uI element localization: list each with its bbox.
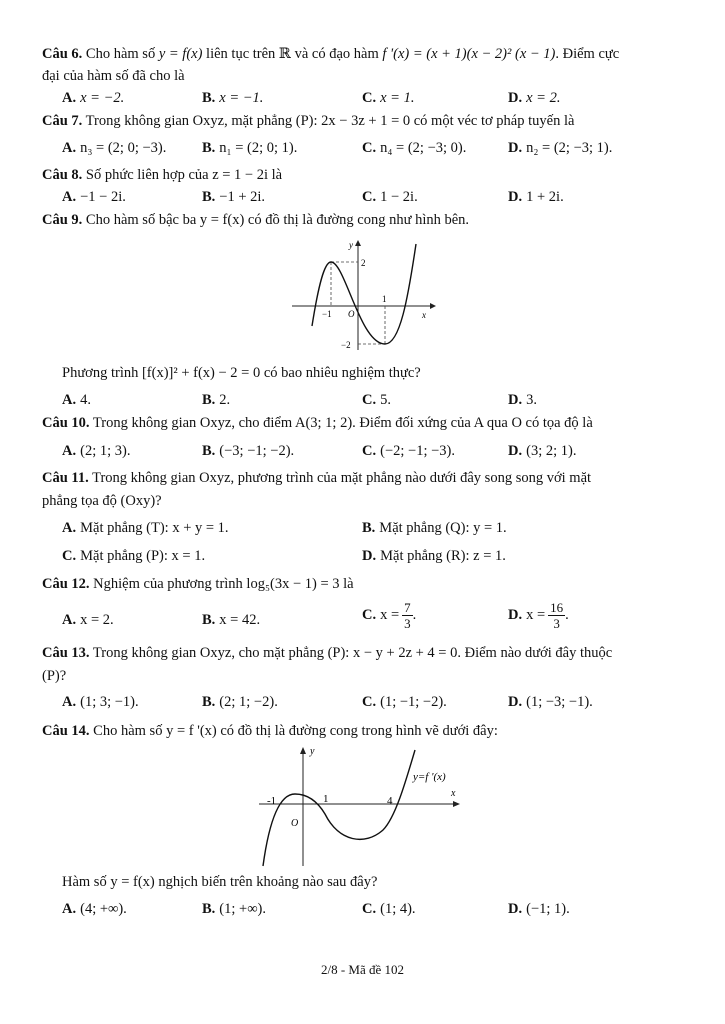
q12-label: Câu 12. [42,576,90,592]
q13-option-a[interactable]: A. (1; 3; −1). [62,694,139,710]
q7-label: Câu 7. [42,113,83,129]
q12-d-fraction: $\frac{16}{3}$ [550,600,564,631]
q11-option-d[interactable]: D. Mặt phẳng (R): z = 1. [362,548,506,564]
q6-option-b[interactable]: B. x = −1. [202,90,264,106]
q6-label: Câu 6. [42,46,83,62]
q9-y-label: y [349,240,353,250]
q6-stem: Câu 6. Cho hàm số y = f(x) liên tục trên ℝ và có đạo hàm f '(x) = (x + 1)(x − 2)² (x − 1). Điểm cực [42,46,620,62]
q11-label: Câu 11. [42,470,89,486]
q10-stem: Câu 10. Trong không gian Oxyz, cho điểm A(3; 1; 2). Điểm đối xứng của A qua O có tọa độ là [42,415,593,431]
q7-option-d[interactable]: D. n₂ = (2; −3; 1). [508,140,613,156]
q12-option-a[interactable]: A. x = 2. [62,612,114,628]
q8-option-a[interactable]: A. −1 − 2i. [62,189,126,205]
q9-option-b[interactable]: B. 2. [202,392,231,408]
q12-option-c[interactable]: C. x = $\frac{7}{3}$ . [362,600,417,631]
q9-option-a[interactable]: A. 4. [62,392,91,408]
q9-stem: Câu 9. Cho hàm số bậc ba y = f(x) có đồ thị là đường cong như hình bên. [42,212,470,228]
q9-tick-y-neg: −2 [341,340,351,350]
q11-option-c[interactable]: C. Mặt phẳng (P): x = 1. [62,548,206,564]
q9-graph [290,238,440,356]
q9-tick-x-neg: −1 [322,309,332,319]
q7-stem: Câu 7. Trong không gian Oxyz, mặt phẳng (P): 2x − 3z + 1 = 0 có một véc tơ pháp tuyến là [42,113,575,129]
q10-option-a[interactable]: A. (2; 1; 3). [62,443,131,459]
q9-tick-x-pos: 1 [382,294,387,304]
q14-label: Câu 14. [42,723,90,739]
q14-option-b[interactable]: B. (1; +∞). [202,901,266,917]
q10-label: Câu 10. [42,415,90,431]
q14-option-c[interactable]: C. (1; 4). [362,901,416,917]
q7-option-b[interactable]: B. n₁ = (2; 0; 1). [202,140,298,156]
q9-option-d[interactable]: D. 3. [508,392,537,408]
q14-x-arrow-icon [453,801,460,807]
q14-y-arrow-icon [300,747,306,754]
q14-tick-1: 1 [323,793,329,805]
q6-option-a[interactable]: A. x = −2. [62,90,125,106]
q9-x-label: x [422,310,426,320]
q9-y-arrow-icon [355,240,361,246]
q13-stem-line2: (P)? [42,668,67,684]
q7-option-c[interactable]: C. n₄ = (2; −3; 0). [362,140,467,156]
page-footer: 2/8 - Mã đề 102 [320,962,405,977]
q6-stem-line2: đại của hàm số đã cho là [42,68,185,84]
q14-curve-label: y=f '(x) [413,771,446,783]
q12-option-d[interactable]: D. x = $\frac{16}{3}$ . [508,600,569,631]
q12-stem: Câu 12. Nghiệm của phương trình log₅(3x − 1) = 3 là [42,576,354,592]
q10-option-b[interactable]: B. (−3; −1; −2). [202,443,295,459]
q11-stem-line2: phẳng tọa độ (Oxy)? [42,493,162,509]
q8-option-c[interactable]: C. 1 − 2i. [362,189,418,205]
q14-option-d[interactable]: D. (−1; 1). [508,901,570,917]
q11-option-b[interactable]: B. Mặt phẳng (Q): y = 1. [362,520,507,536]
q12-option-b[interactable]: B. x = 42. [202,612,261,628]
q9-tick-y-pos: 2 [361,258,366,268]
q14-sub-question: Hàm số y = f(x) nghịch biến trên khoảng nào sau đây? [62,874,378,890]
q8-option-b[interactable]: B. −1 + 2i. [202,189,266,205]
q7-option-a[interactable]: A. n₃ = (2; 0; −3). [62,140,167,156]
q12-c-fraction: $\frac{7}{3}$ [404,600,411,631]
q13-label: Câu 13. [42,645,90,661]
q14-tick-4: 4 [387,795,393,807]
q6-option-d[interactable]: D. x = 2. [508,90,561,106]
q11-stem: Câu 11. Trong không gian Oxyz, phương trình của mặt phẳng nào dưới đây song song với mặt [42,470,592,486]
q8-stem: Câu 8. Số phức liên hợp của z = 1 − 2i là [42,167,283,183]
q10-option-d[interactable]: D. (3; 2; 1). [508,443,577,459]
q10-option-c[interactable]: C. (−2; −1; −3). [362,443,455,459]
q9-sub-question: Phương trình [f(x)]² + f(x) − 2 = 0 có bao nhiêu nghiệm thực? [62,365,421,381]
q14-graph [255,742,470,868]
q14-tick-neg1: -1 [267,795,277,807]
q13-option-c[interactable]: C. (1; −1; −2). [362,694,447,710]
q9-option-c[interactable]: C. 5. [362,392,391,408]
q9-origin: O [348,309,355,319]
q9-label: Câu 9. [42,212,83,228]
q8-option-d[interactable]: D. 1 + 2i. [508,189,564,205]
q6-option-c[interactable]: C. x = 1. [362,90,415,106]
q14-curve [263,750,415,866]
q8-label: Câu 8. [42,167,83,183]
q13-stem: Câu 13. Trong không gian Oxyz, cho mặt phẳng (P): x − y + 2z + 4 = 0. Điểm nào dưới đây thuộc [42,645,613,661]
q14-stem: Câu 14. Cho hàm số y = f '(x) có đồ thị là đường cong trong hình vẽ dưới đây: [42,723,498,739]
q13-option-b[interactable]: B. (2; 1; −2). [202,694,278,710]
q14-x-label: x [451,788,456,799]
q9-x-arrow-icon [430,303,436,309]
q13-option-d[interactable]: D. (1; −3; −1). [508,694,593,710]
q14-y-label: y [310,746,315,757]
q14-origin: O [291,818,299,829]
q11-option-a[interactable]: A. Mặt phẳng (T): x + y = 1. [62,520,229,536]
q14-option-a[interactable]: A. (4; +∞). [62,901,127,917]
